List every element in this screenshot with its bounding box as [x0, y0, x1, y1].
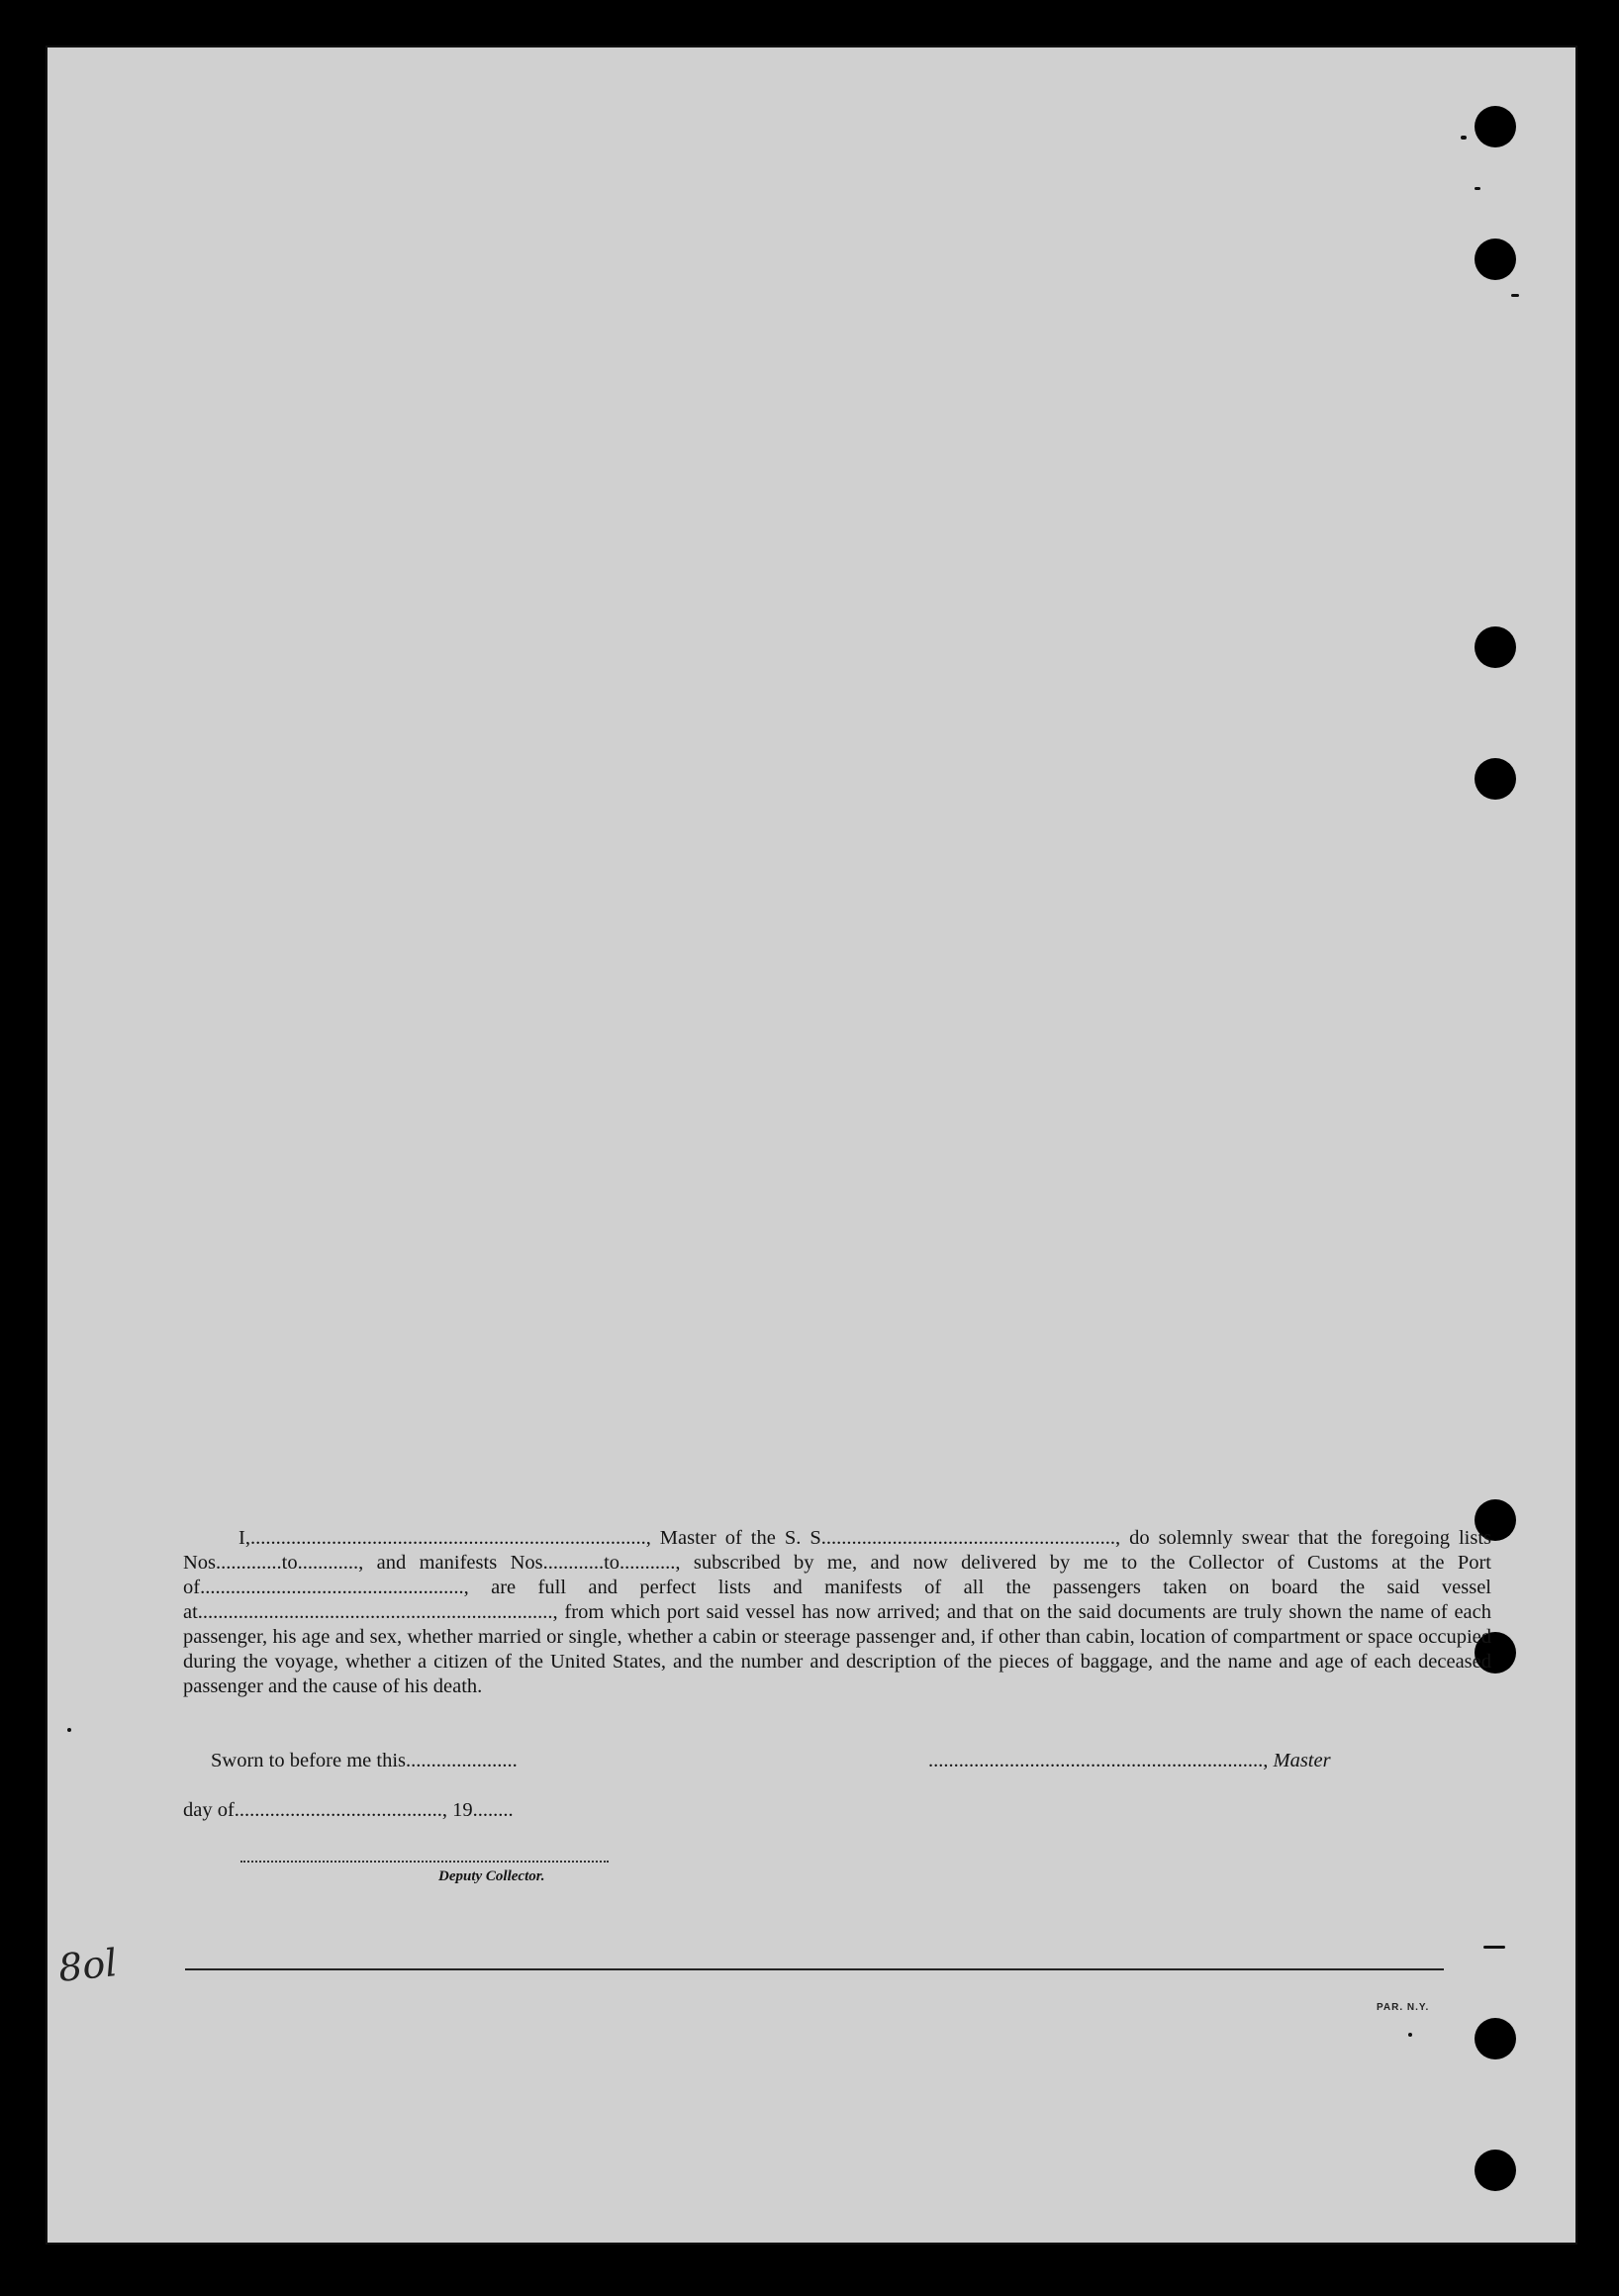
punch-hole-4 [1475, 758, 1516, 800]
punch-hole-7 [1475, 2018, 1516, 2059]
punch-hole-8 [1475, 2150, 1516, 2191]
punch-hole-2 [1475, 239, 1516, 280]
speck [1475, 187, 1480, 190]
master-label: Master [1273, 1750, 1331, 1771]
punch-hole-1 [1475, 106, 1516, 147]
speck [1483, 1946, 1505, 1949]
oath-paragraph [183, 1526, 1491, 1699]
day-of-text: day of........................................., 19........ [183, 1799, 514, 1821]
sworn-before-line [211, 1750, 518, 1772]
deputy-collector-label: Deputy Collector. [438, 1868, 545, 1884]
speck [1461, 136, 1467, 140]
speck [1408, 2033, 1412, 2037]
speck [1511, 294, 1519, 297]
day-of-line [183, 1799, 514, 1822]
sworn-before-text: Sworn to before me this...................... [211, 1750, 518, 1771]
printer-mark: PAR. N.Y. [1377, 2002, 1430, 2013]
speck [67, 1728, 71, 1732]
oath-text: I,.............................................................................., Master of the S. S.........................................................., do solemnly swear that the foregoing lists Nos.............to............, and manifests Nos............to..........., subscribed by me, and now delivered by me to the Collector of Customs at the Port of...................................................., are full and perfect lists and manifests of all the passengers taken on board the said vessel at......................................................................, from which port said vessel has now arrived; and that on the said documents are truly shown the name of each passenger, his age and sex, whether married or single, whether a cabin or steerage passenger and, if other than cabin, location of compartment or space occupied during the voyage, whether a citizen of the United States, and the number and description of the pieces of baggage, and the name and age of each deceased passenger and the cause of his death. [183, 1527, 1491, 1697]
deputy-collector-signature-line [240, 1861, 609, 1863]
master-dots: .................................................................., [928, 1750, 1269, 1771]
punch-hole-3 [1475, 626, 1516, 668]
footer-rule [185, 1968, 1444, 1970]
manifest-page [46, 46, 1577, 2245]
master-signature-line [928, 1750, 1331, 1772]
handwritten-note: 8ol [55, 1941, 120, 1990]
